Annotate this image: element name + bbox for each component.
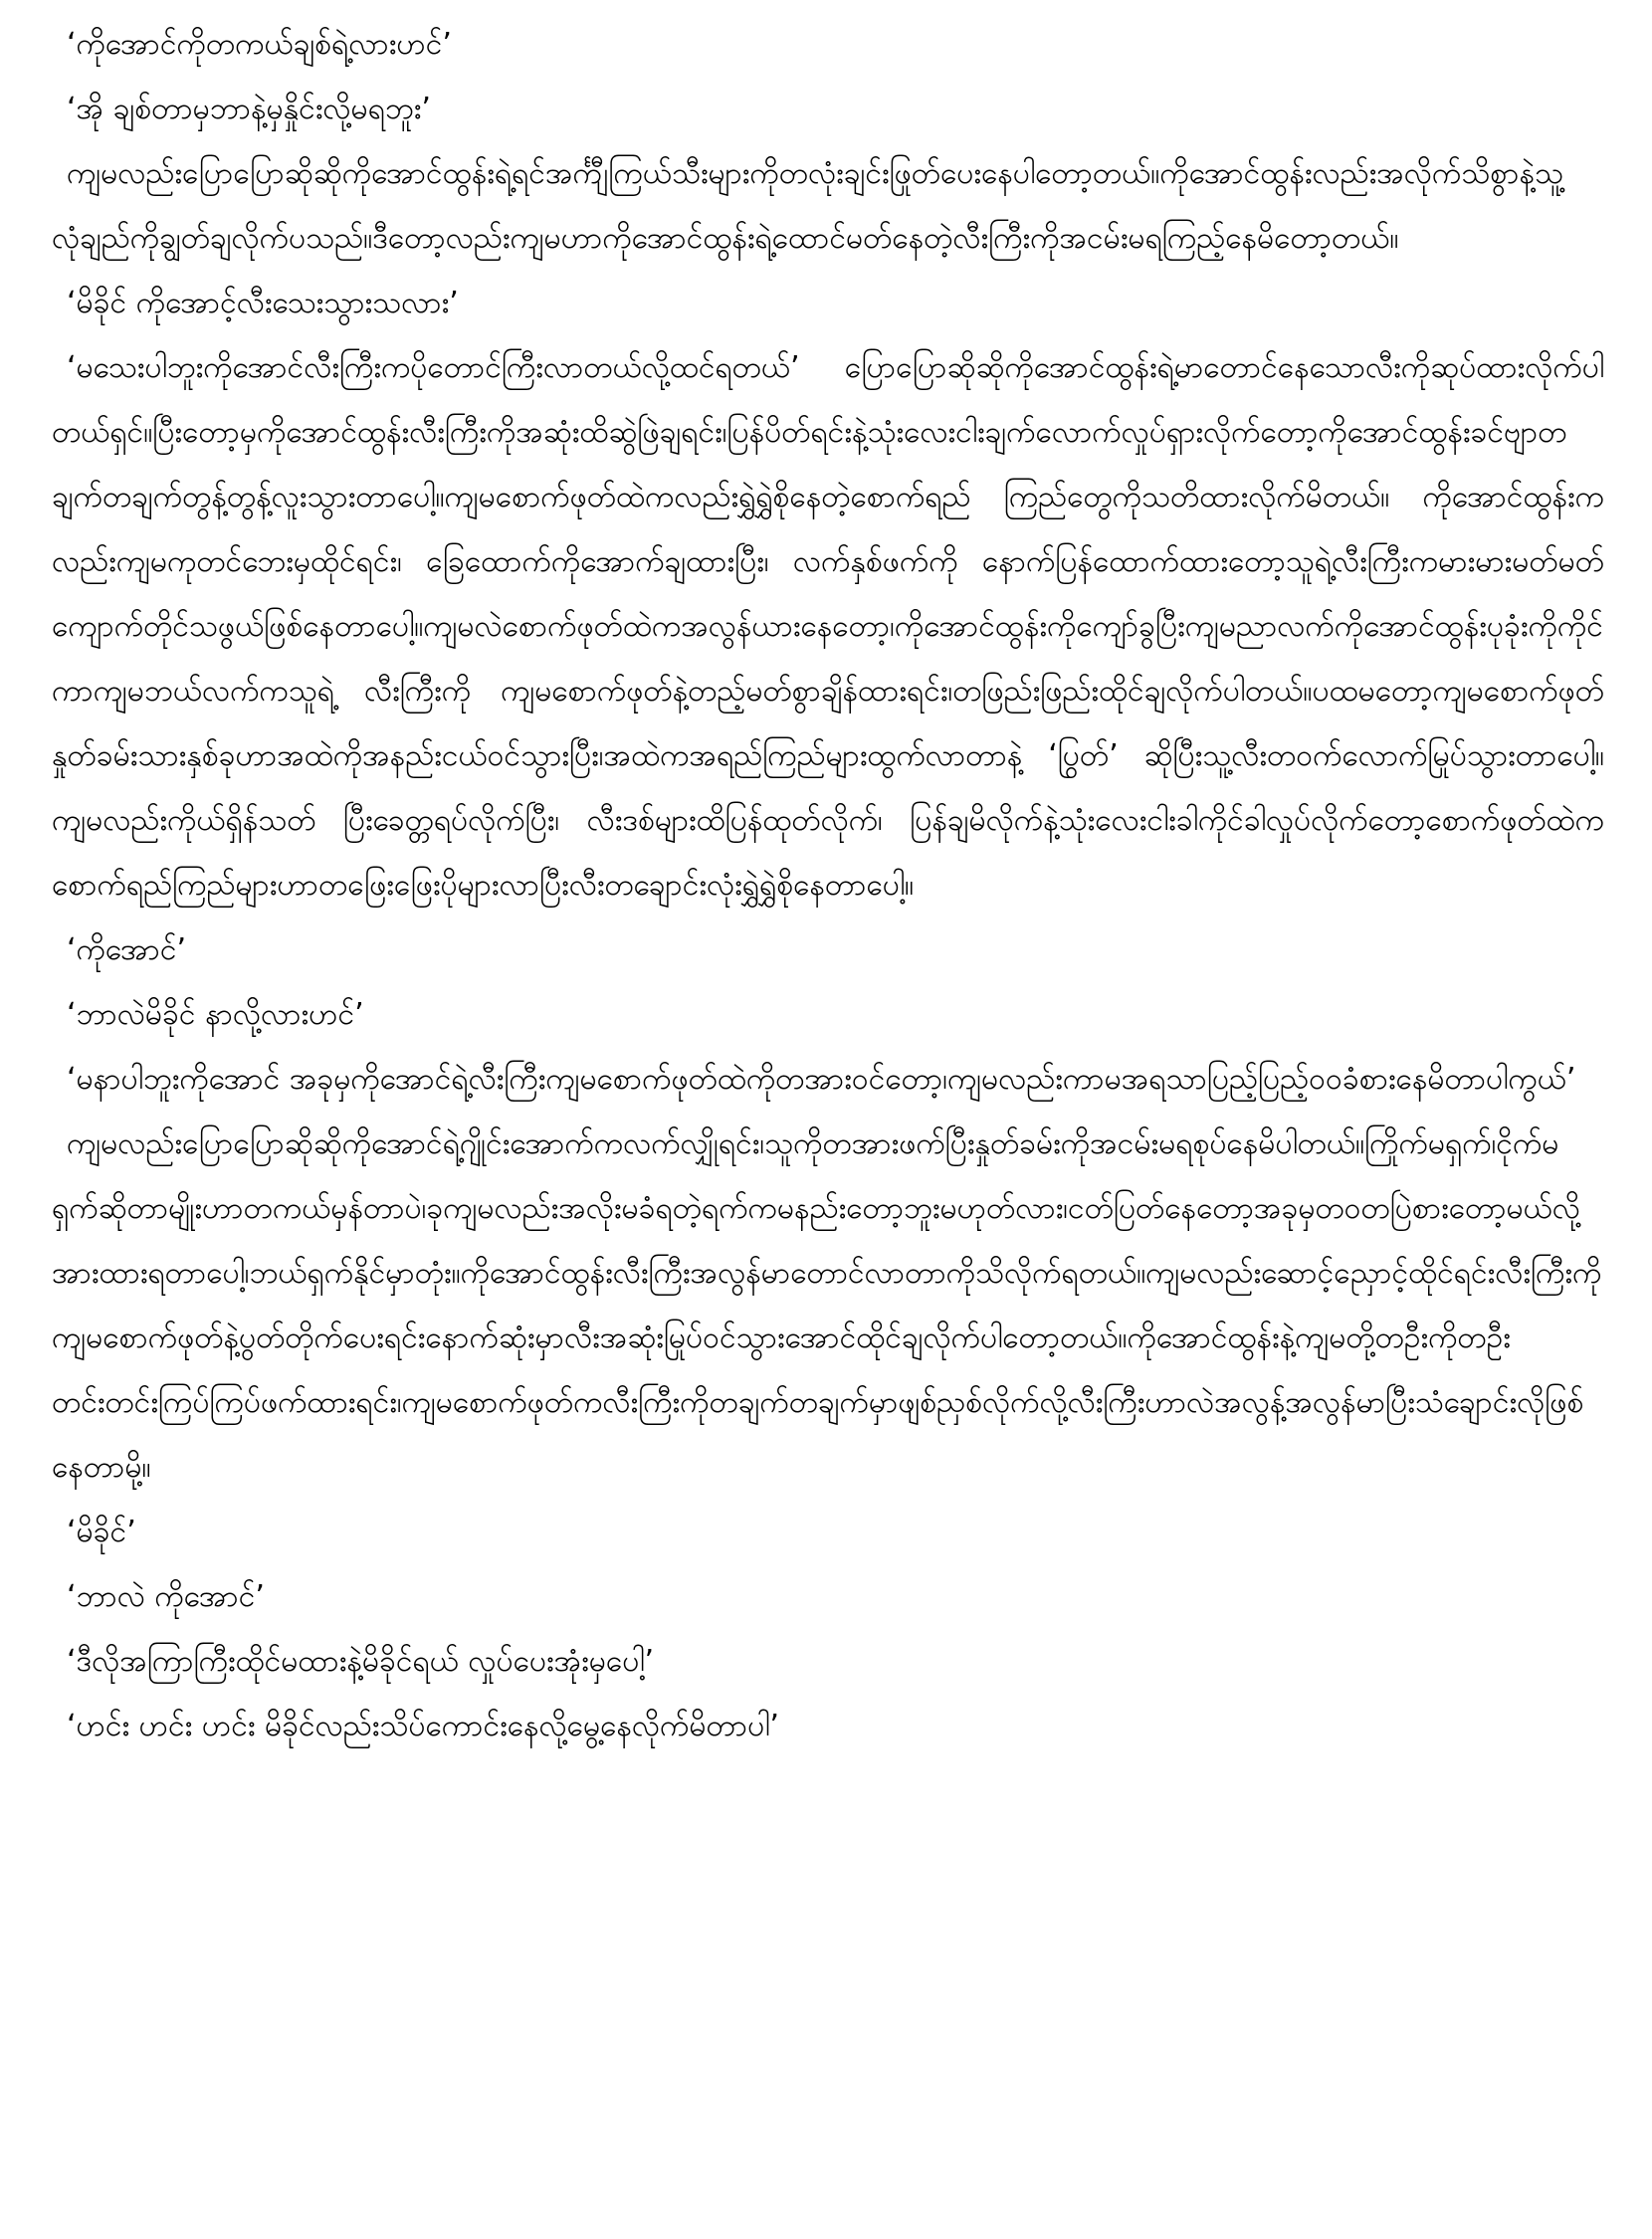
paragraph: ကျမလည်းပြောပြောဆိုဆိုကိုအောင်ထွန်းရဲ့ရင်အင်္ကျီကြယ်သီးများကိုတလုံးချင်းဖြုတ်ပေးနေပါတော့တယ်။ကိုအောင်ထွန်းလည်းအလိုက်သိစွာနဲ့သူ့လုံချည်ကိုချွတ်ချလိုက်ပသည်။ဒီတော့လည်းကျမဟာကိုအောင်ထွန်းရဲ့ထောင်မတ်နေတဲ့လီးကြီးကိုအငမ်းမရကြည့်နေမိတော့တယ်။	[52, 156, 1563, 256]
dialogue-line: ‘ကိုအောင်ကိုတကယ်ချစ်ရဲ့လားဟင်’	[67, 27, 452, 62]
paragraph: ကျမလည်းပြောပြောဆိုဆိုကိုအောင်ရဲ့ဂျိုင်းအောက်ကလက်လျှိုရင်း၊သူကိုတအားဖက်ပြီးနှုတ်ခမ်းကိုအငမ်းမရစုပ်နေမိပါတယ်။ကြိုက်မရှက်၊ငိုက်မရှက်ဆိုတာမျိုးဟာတကယ်မှန်တာပဲ၊ခုကျမလည်းအလိုးမခံရတဲ့ရက်ကမနည်းတော့ဘူးမဟုတ်လား၊ငတ်ပြတ်နေတော့အခုမှတဝတပြဲစားတော့မယ်လို့အားထားရတာပေါ့၊ဘယ်ရှက်နိုင်မှာတုံး။ကိုအောင်ထွန်းလီးကြီးအလွန်မာတောင်လာတာကိုသိလိုက်ရတယ်။ကျမလည်းဆောင့်ညှောင့်ထိုင်ရင်းလီးကြီးကိုကျမစောက်ဖုတ်နဲ့ပွတ်တိုက်ပေးရင်းနောက်ဆုံးမှာလီးအဆုံးမြုပ်ဝင်သွားအောင်ထိုင်ချလိုက်ပါတော့တယ်။ကိုအောင်ထွန်းနဲ့ကျမတို့တဦးကိုတဦးတင်းတင်းကြပ်ကြပ်ဖက်ထားရင်း၊ကျမစောက်ဖုတ်ကလီးကြီးကိုတချက်တချက်မှာဖျစ်ညှစ်လိုက်လို့လီးကြီးဟာလဲအလွန့်အလွန်မာပြီးသံချောင်းလိုဖြစ်နေတာမို့။	[52, 1126, 1602, 1485]
dialogue-line: ‘ကိုအောင်’	[67, 932, 187, 967]
dialogue-line: ‘ဟင်း ဟင်း ဟင်း မိခိုင်လည်းသိပ်ကောင်းနေလို့မွေ့နေလိုက်မိတာပါ’	[67, 1709, 779, 1743]
paragraph: ‘မသေးပါဘူးကိုအောင်လီးကြီးကပိုတောင်ကြီးလာတယ်လို့ထင်ရတယ်’ ပြောပြောဆိုဆိုကိုအောင်ထွန်းရဲ့မာတောင်နေသောလီးကိုဆုပ်ထားလိုက်ပါတယ်ရှင်။ပြီးတော့မှကိုအောင်ထွန်းလီးကြီးကိုအဆုံးထိဆွဲဖြဲချရင်း၊ပြန်ပိတ်ရင်းနဲ့သုံးလေးငါးချက်လောက်လှုပ်ရှားလိုက်တော့ကိုအောင်ထွန်းခင်ဗျာတချက်တချက်တွန့်တွန့်လူးသွားတာပေါ့။ကျမစောက်ဖုတ်ထဲကလည်းရွှဲရွှဲစိုနေတဲ့စောက်ရည် ကြည်တွေကိုသတိထားလိုက်မိတယ်။ ကိုအောင်ထွန်းကလည်းကျမကုတင်ဘေးမှထိုင်ရင်း၊ ခြေထောက်ကိုအောက်ချထားပြီး၊ လက်နှစ်ဖက်ကို နောက်ပြန်ထောက်ထားတော့သူရဲ့လီးကြီးကမားမားမတ်မတ်ကျောက်တိုင်သဖွယ်ဖြစ်နေတာပေါ့။ကျမလဲစောက်ဖုတ်ထဲကအလွန်ယားနေတော့၊ကိုအောင်ထွန်းကိုကျော်ခွပြီးကျမညာလက်ကိုအောင်ထွန်းပုခုံးကိုကိုင်ကာကျမဘယ်လက်ကသူရဲ့ လီးကြီးကို ကျမစောက်ဖုတ်နဲ့တည့်မတ်စွာချိန်ထားရင်း၊တဖြည်းဖြည်းထိုင်ချလိုက်ပါတယ်။ပထမတော့ကျမစောက်ဖုတ် နှုတ်ခမ်းသားနှစ်ခုဟာအထဲကိုအနည်းငယ်ဝင်သွားပြီး၊အထဲကအရည်ကြည်များထွက်လာတာနဲ့ ‘ပြွတ်’ ဆိုပြီးသူ့လီးတဝက်လောက်မြုပ်သွားတာပေါ့။ကျမလည်းကိုယ်ရှိန်သတ် ပြီးခေတ္တရပ်လိုက်ပြီး၊ လီးဒစ်များထိပြန်ထုတ်လိုက်၊ ပြန်ချမိလိုက်နဲ့သုံးလေးငါးခါကိုင်ခါလှုပ်လိုက်တော့စောက်ဖုတ်ထဲကစောက်ရည်ကြည်များဟာတဖြေးဖြေးပိုများလာပြီးလီးတချောင်းလုံးရွှဲရွှဲစိုနေတာပေါ့။	[52, 350, 1604, 903]
dialogue-line: ‘ဘာလဲမိခိုင် နာလို့လားဟင်’	[67, 997, 364, 1032]
dialogue-line: ‘မိခိုင် ကိုအောင့်လီးသေးသွားသလား’	[67, 286, 459, 320]
dialogue-line: ‘မိခိုင်’	[67, 1515, 136, 1549]
dialogue-line: ‘ဒီလိုအကြာကြီးထိုင်မထားနဲ့မိခိုင်ရယ် လှုပ်ပေးအုံးမှပေါ့’	[67, 1644, 655, 1679]
dialogue-line: ‘အို ချစ်တာမှဘာနဲ့မှနှိုင်းလို့မရဘူး’	[67, 92, 431, 126]
dialogue-line: ‘ဘာလဲ ကိုအောင်’	[67, 1579, 265, 1614]
paragraph: ‘မနာပါဘူးကိုအောင် အခုမှကိုအောင်ရဲ့လီးကြီးကျမစောက်ဖုတ်ထဲကိုတအားဝင်တော့၊ကျမလည်းကာမအရသာပြည့်ပြည့်ဝဝခံစားနေမိတာပါကွယ်’	[67, 1062, 1576, 1097]
